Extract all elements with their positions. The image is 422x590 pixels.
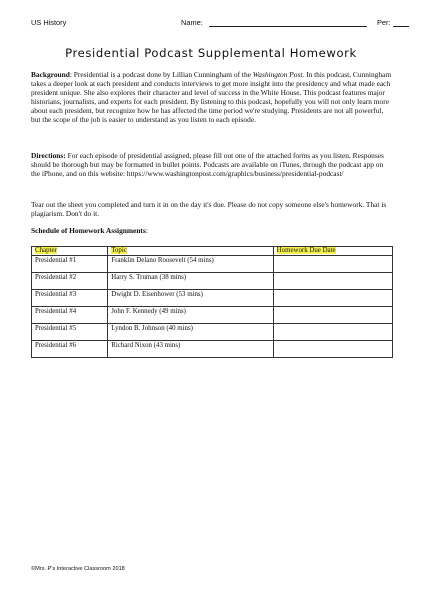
chapter-cell: Presidential #2 <box>32 273 108 290</box>
copyright-footer: ©Mrs. P's Interactive Classroom 2018 <box>31 566 125 572</box>
name-blank-line <box>209 26 367 27</box>
table-row <box>32 324 393 341</box>
period-label: Per: <box>377 18 391 27</box>
topic-cell: Dwight D. Eisenhower (53 mins) <box>108 290 273 307</box>
chapter-cell: Presidential #1 <box>32 256 108 273</box>
schedule-heading <box>31 226 393 235</box>
schedule-table <box>31 246 393 358</box>
course-name: US History <box>31 18 67 27</box>
tear-out-note: Tear out the sheet you completed and turn it in on the day it's due. Please do not copy someone else's homework. That is plagiarism. Don't do it. <box>31 200 387 219</box>
publication-name: Washington Post <box>252 70 303 79</box>
directions-label: Directions: <box>31 151 66 160</box>
topic-cell: Franklin Delano Roosevelt (54 mins) <box>108 256 273 273</box>
chapter-cell: Presidential #4 <box>32 307 108 324</box>
page-title: Presidential Podcast Supplemental Homework <box>65 46 357 60</box>
due-date-cell <box>273 341 392 358</box>
name-label: Name: <box>181 18 203 27</box>
schedule-heading-text: Schedule of Homework Assignments <box>31 226 146 235</box>
topic-cell: John F. Kennedy (49 mins) <box>108 307 273 324</box>
due-date-cell <box>273 307 392 324</box>
schedule-heading-colon: : <box>145 226 148 235</box>
background-label: Background <box>31 70 70 79</box>
directions-text: For each episode of presidential assigned, please fill out one of the attached forms as you listen. Responses should be thorough but may be formatted in bullet points. Podcasts are available on iTunes, through the podcast app on the iPhone, and on this website: https://www.washingtonpost.com/graphics/business/presidential-podcast/ <box>31 151 384 179</box>
column-header-chapter: Chapter <box>32 247 108 256</box>
topic-cell: Richard Nixon (43 mins) <box>108 341 273 358</box>
due-date-cell <box>273 273 392 290</box>
background-paragraph <box>31 70 393 125</box>
column-header-topic: Topic <box>108 247 273 256</box>
due-date-cell <box>273 256 392 273</box>
table-row <box>32 307 393 324</box>
period-blank-line <box>393 26 409 27</box>
table-row <box>32 273 393 290</box>
topic-cell: Harry S. Truman (38 mins) <box>108 273 273 290</box>
due-date-cell <box>273 290 392 307</box>
column-header-due-date: Homework Due Date <box>273 247 392 256</box>
table-row <box>32 256 393 273</box>
schedule-header-row <box>32 247 393 256</box>
page-header <box>31 18 393 32</box>
background-text-part1: : Presidential is a podcast done by Lillian Cunningham of the <box>69 70 253 79</box>
background-text-part2: . In this podcast, Cunningham takes a deeper look at each president and conducts interviews to get more insight into the presidency and what made each president unique. She also explores their character and level of success in the White House. This podcast features major historians, journalists, and experts for each president. By listening to this podcast, hopefully you will not only learn more about each president, but recognize how he has affected the time period we're studying. Presidents are not all powerful, but the scope of the job is easier to understand as you listen to each episode. <box>31 70 392 125</box>
topic-cell: Lyndon B. Johnson (40 mins) <box>108 324 273 341</box>
due-date-cell <box>273 324 392 341</box>
table-row <box>32 290 393 307</box>
chapter-cell: Presidential #3 <box>32 290 108 307</box>
chapter-cell: Presidential #5 <box>32 324 108 341</box>
table-row <box>32 341 393 358</box>
chapter-cell: Presidential #6 <box>32 341 108 358</box>
directions-paragraph <box>31 151 393 178</box>
